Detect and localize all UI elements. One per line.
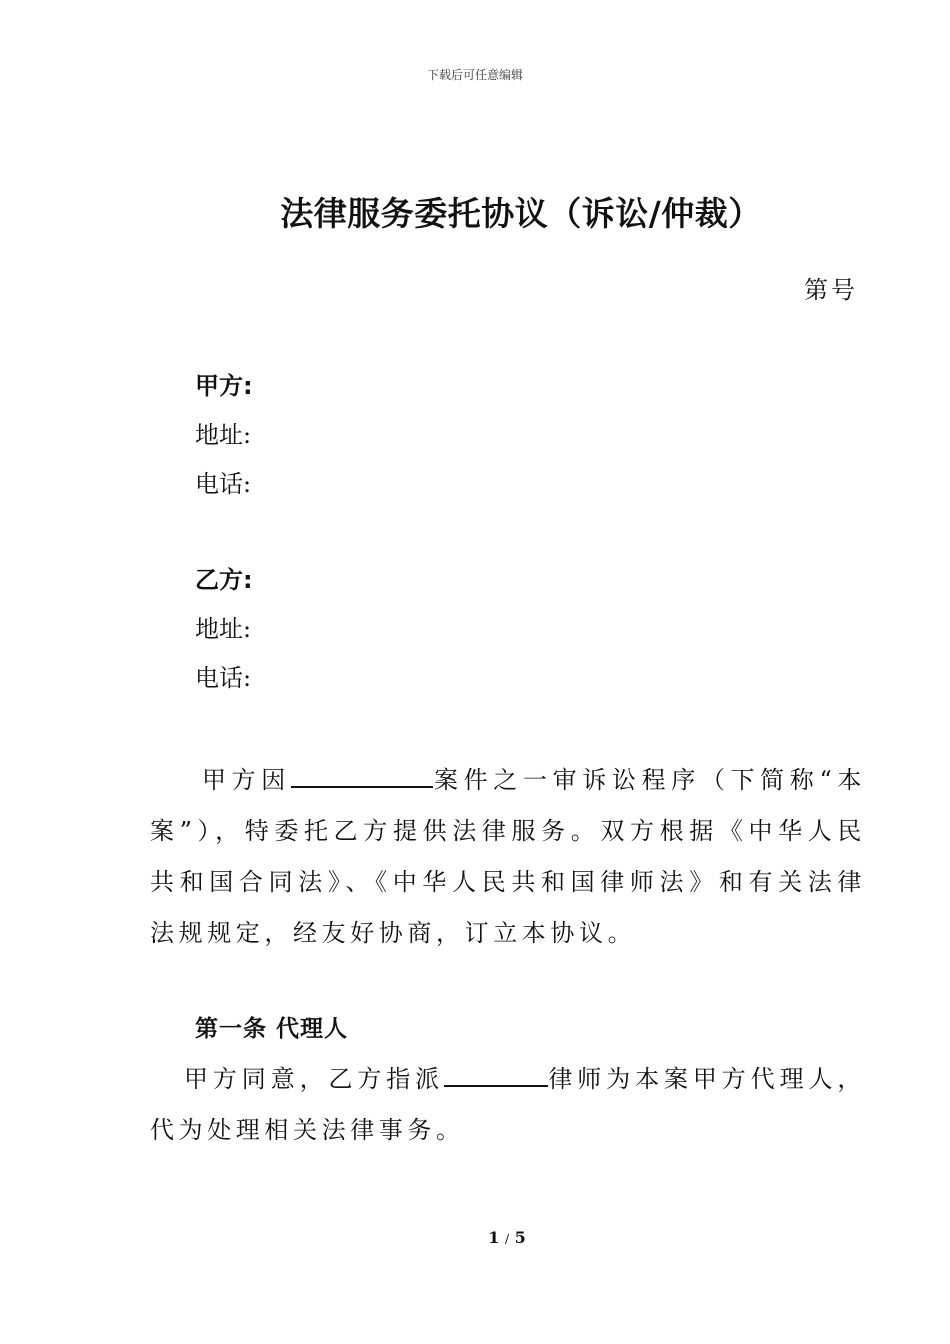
article-1-suffix: 律师为本案甲方代理人，代为处理相关法律事务。 xyxy=(150,1065,866,1144)
party-b-label: 乙方: xyxy=(195,566,253,594)
party-a-phone-label: 电话: xyxy=(195,470,252,498)
header-note: 下载后可任意编辑 xyxy=(426,68,523,82)
intro-paragraph xyxy=(150,755,866,959)
lawyer-name-blank xyxy=(444,1059,548,1087)
party-a-address-label: 地址: xyxy=(195,421,252,449)
article-1-prefix: 甲方同意，乙方指派 xyxy=(184,1065,445,1093)
document-title: 法律服务委托协议（诉讼/仲裁） xyxy=(280,194,762,233)
page-number xyxy=(0,1228,950,1247)
document-number: 第号 xyxy=(804,276,858,304)
party-b-phone-label: 电话: xyxy=(195,664,252,692)
page-current: 1 xyxy=(488,1228,500,1247)
page-total: 5 xyxy=(514,1228,526,1247)
party-a-block xyxy=(195,370,253,517)
article-1-body xyxy=(150,1054,866,1156)
intro-prefix: 甲方因 xyxy=(202,766,291,794)
intro-suffix: 案件之一审诉讼程序（下简称“本案”），特委托乙方提供法律服务。双方根据《中华人民共和国合同法》、《中华人民共和国律师法》和有关法律法规规定，经友好协商，订立本协议。 xyxy=(150,766,866,947)
party-b-block xyxy=(195,564,253,711)
case-name-blank xyxy=(291,760,433,788)
party-a-label: 甲方: xyxy=(195,372,253,400)
article-1-heading: 第一条 代理人 xyxy=(195,1016,349,1042)
page-separator: / xyxy=(504,1232,510,1246)
party-b-address-label: 地址: xyxy=(195,615,252,643)
